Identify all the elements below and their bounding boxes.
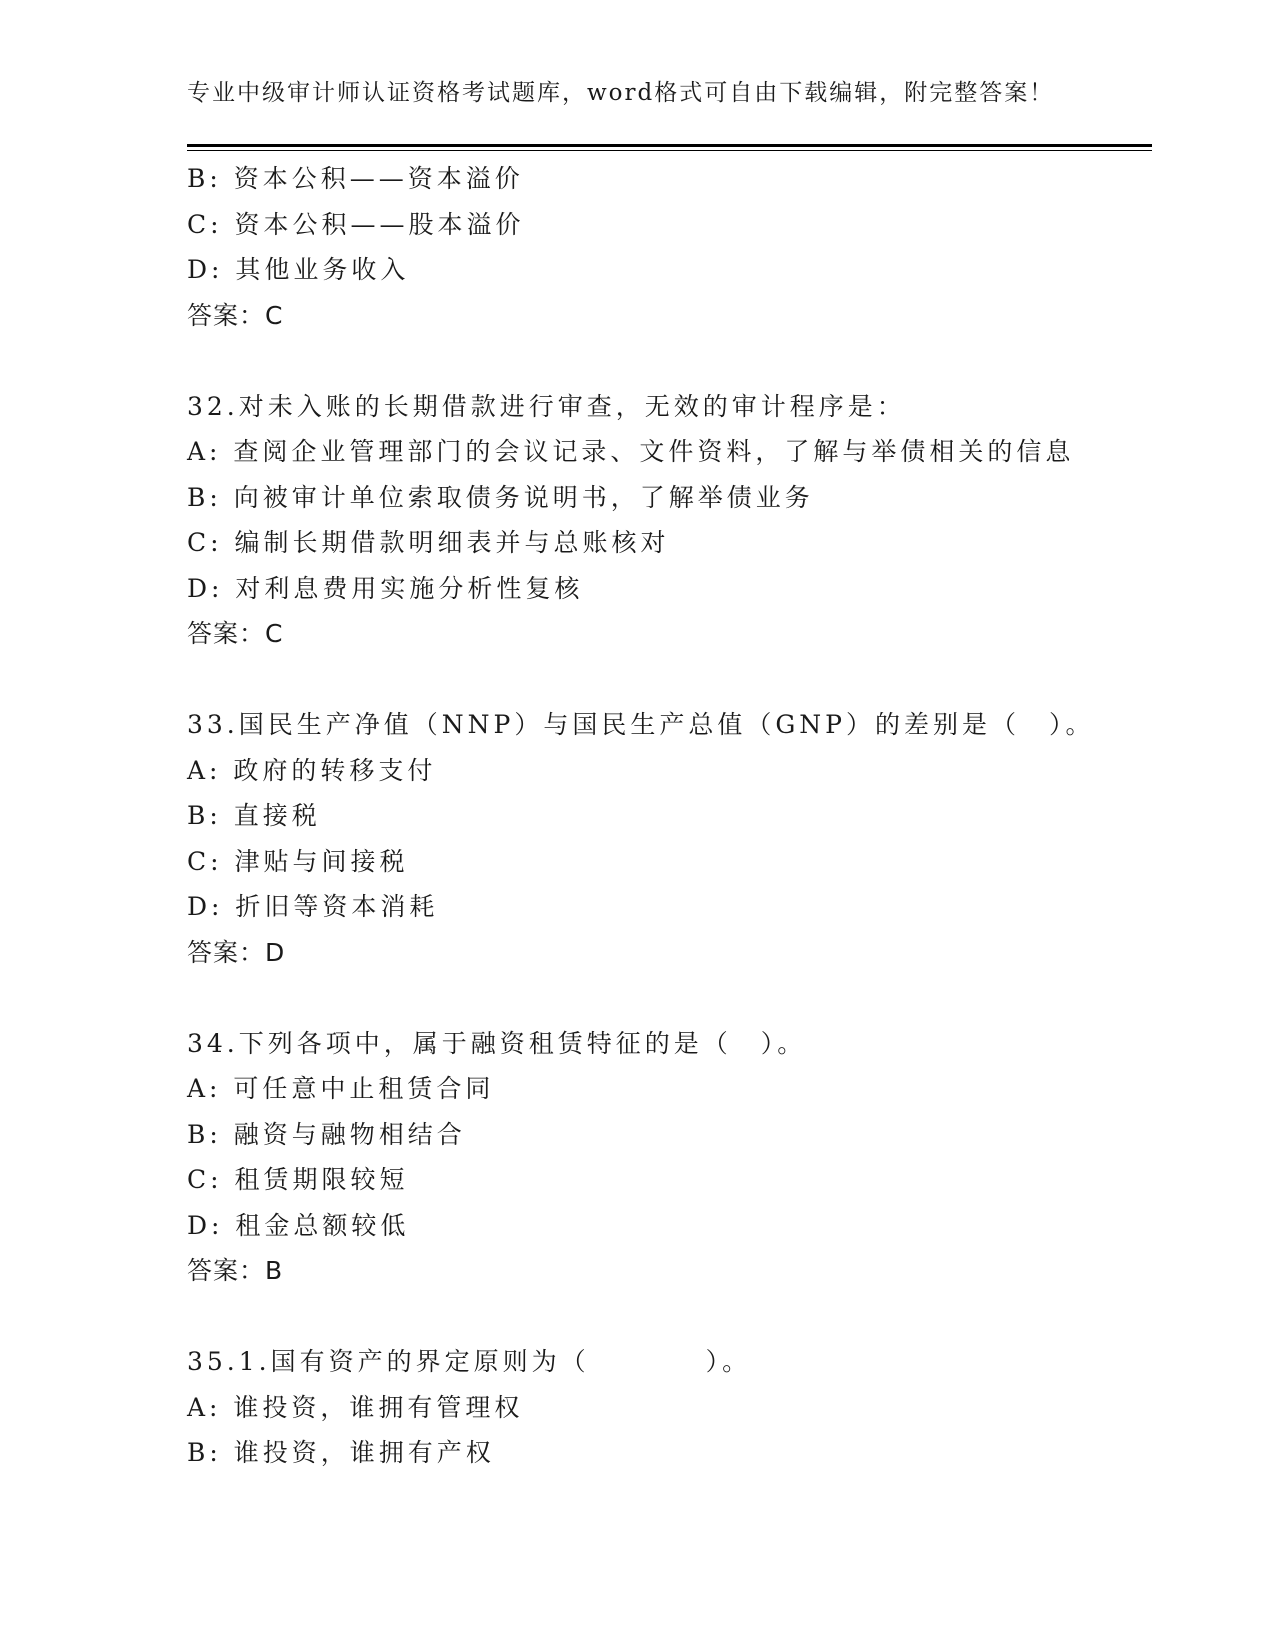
question-line: 33.国民生产净值（NNP）与国民生产总值（GNP）的差别是（ ）。: [187, 710, 1095, 739]
option-line: A: 谁投资，谁拥有管理权: [187, 1392, 524, 1422]
answer-line: 答案：C: [187, 300, 284, 330]
spacer: [187, 657, 1152, 703]
question-line: 35.1.国有资产的界定原则为（ ）。: [187, 1347, 752, 1376]
spacer: [187, 338, 1152, 384]
option-line: C: 租赁期限较短: [187, 1165, 409, 1194]
header-rule-thin: [187, 150, 1152, 151]
option-line: D: 折旧等资本消耗: [187, 892, 439, 921]
page-header: 专业中级审计师认证资格考试题库，word格式可自由下载编辑，附完整答案！: [187, 80, 1055, 106]
option-line: D: 租金总额较低: [187, 1210, 410, 1240]
header-rule-thick: [187, 144, 1152, 147]
option-line: A: 可任意中止租赁合同: [187, 1074, 495, 1103]
option-line: B: 资本公积——资本溢价: [187, 164, 524, 193]
question-line: 34.下列各项中，属于融资租赁特征的是（ ）。: [187, 1028, 807, 1058]
answer-line: 答案：D: [187, 937, 286, 967]
option-line: B: 向被审计单位索取债务说明书，了解举债业务: [187, 482, 814, 512]
option-line: C: 资本公积——股本溢价: [187, 209, 525, 239]
answer-line: 答案：C: [187, 619, 284, 648]
option-line: B: 谁投资，谁拥有产权: [187, 1438, 495, 1467]
answer-line: 答案：B: [187, 1256, 284, 1285]
option-line: C: 津贴与间接税: [187, 846, 409, 876]
option-line: B: 融资与融物相结合: [187, 1119, 466, 1149]
spacer: [187, 975, 1152, 1021]
option-line: D: 对利息费用实施分析性复核: [187, 573, 584, 603]
option-line: C: 编制长期借款明细表并与总账核对: [187, 528, 670, 557]
option-line: A: 查阅企业管理部门的会议记录、文件资料，了解与举债相关的信息: [187, 437, 1075, 466]
question-content: [187, 156, 1152, 1476]
question-line: 32.对未入账的长期借款进行审查，无效的审计程序是：: [187, 391, 906, 421]
spacer: [187, 1294, 1152, 1340]
option-line: B: 直接税: [187, 801, 321, 830]
option-line: D: 其他业务收入: [187, 255, 410, 284]
option-line: A: 政府的转移支付: [187, 755, 437, 785]
